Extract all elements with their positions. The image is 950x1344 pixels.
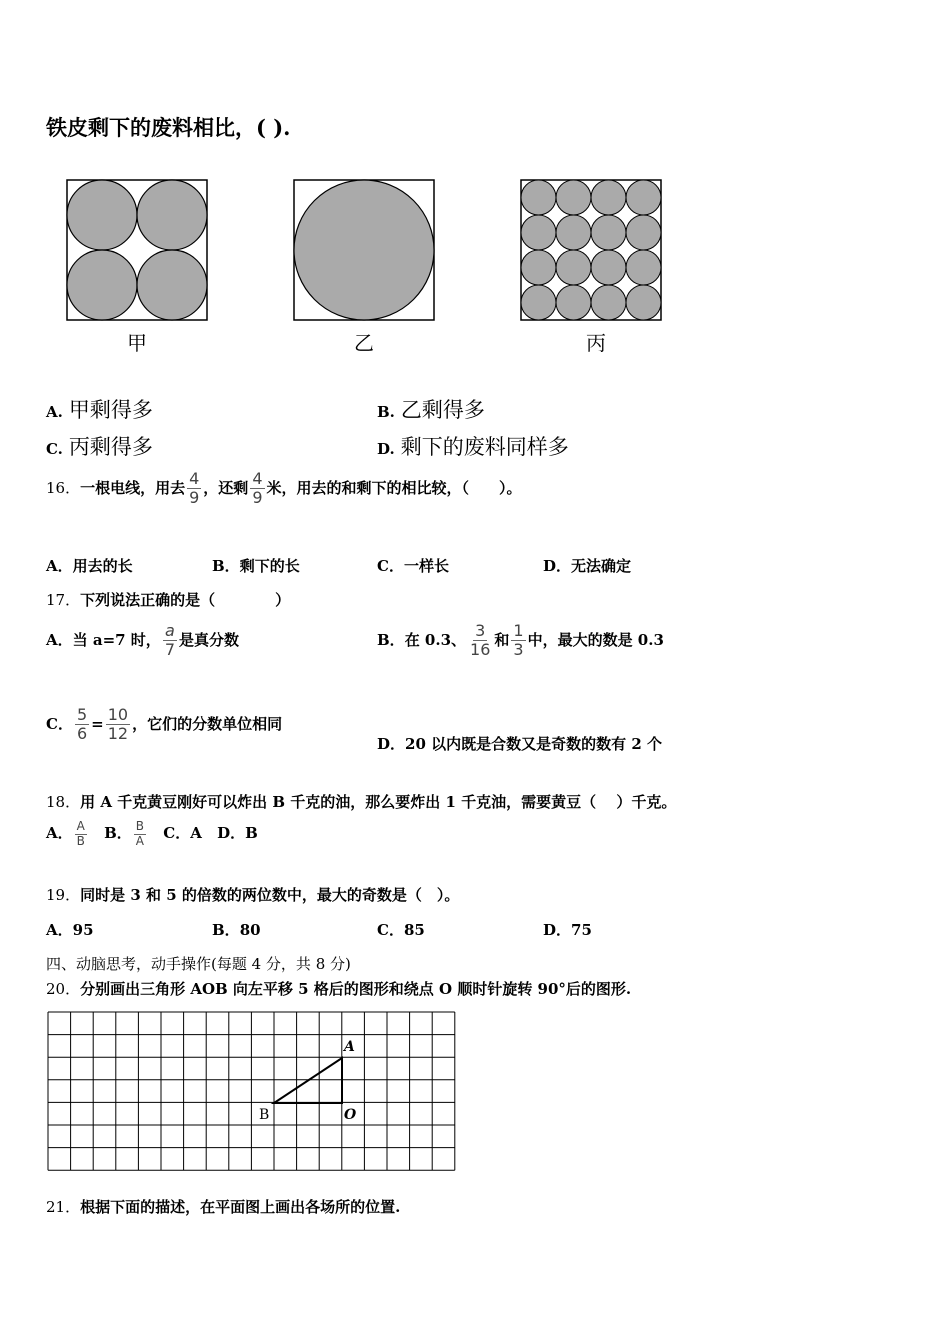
- fraction: $\frac{3}{16}$: [470, 621, 491, 660]
- option-letter: D.: [377, 440, 395, 458]
- q20-grid-figure: [46, 1010, 458, 1172]
- stem-text: 下列说法正确的是（ ）: [80, 591, 291, 609]
- q18-option-d[interactable]: D．B: [217, 824, 258, 843]
- q16-option-a[interactable]: A．用去的长: [46, 557, 133, 575]
- question-number: 21．: [46, 1198, 81, 1216]
- q18-option-a[interactable]: A． $\frac{A}{B}$: [46, 819, 85, 848]
- point-label-b: B: [259, 1107, 270, 1123]
- q19-stem: [46, 884, 459, 905]
- figure-label-jia: 甲: [127, 331, 147, 355]
- small-circle: [626, 285, 661, 320]
- q15-stem: 铁皮剩下的废料相比，( ).: [46, 115, 291, 140]
- q16-option-d[interactable]: D．无法确定: [543, 557, 632, 575]
- q17-option-d[interactable]: D．20 以内既是合数又是奇数的数有 2 个: [377, 735, 662, 753]
- option-text: 剩下的废料同样多: [400, 435, 569, 459]
- small-circle: [591, 180, 626, 215]
- q19-option-d[interactable]: D．75: [543, 921, 592, 939]
- stem-text: 一根电线，用去: [80, 478, 186, 497]
- small-circle: [626, 215, 661, 250]
- fraction: $\frac{4}{9}$: [252, 469, 263, 508]
- q16-option-c[interactable]: C．一样长: [377, 557, 449, 575]
- fraction: $\frac{a}{7}$: [164, 621, 175, 660]
- small-circle: [556, 250, 591, 285]
- q15-option-a[interactable]: [46, 394, 153, 424]
- q16-option-b[interactable]: B．剩下的长: [212, 557, 300, 575]
- point-label-o: O: [344, 1107, 357, 1123]
- q17-stem: [46, 589, 290, 610]
- stem-text: 同时是 3 和 5 的倍数的两位数中，最大的奇数是（ ）。: [80, 886, 460, 904]
- q19-option-b[interactable]: B．80: [212, 921, 261, 939]
- q17-option-b[interactable]: B．在 0.3、 $\frac{3}{16}$ 和 $\frac{1}{3}$ 中，最大的数是 0.3: [377, 621, 664, 660]
- question-number: 20．: [46, 980, 81, 998]
- q18-option-c[interactable]: C．A: [163, 824, 202, 843]
- question-number: 17．: [46, 591, 81, 609]
- q16-stem: [46, 470, 522, 508]
- section-title: 四、动脑思考，动手操作(每题 4 分，共 8 分): [46, 955, 351, 973]
- q18-option-b[interactable]: B． $\frac{B}{A}$: [104, 819, 145, 848]
- question-number: 19．: [46, 886, 81, 904]
- fraction: $\frac{A}{B}$: [76, 819, 85, 848]
- small-circle: [626, 250, 661, 285]
- option-text: 甲剩得多: [68, 398, 153, 422]
- q15-option-d[interactable]: [377, 431, 569, 461]
- q17-option-a[interactable]: A．当 a=7 时， $\frac{a}{7}$ 是真分数: [46, 621, 240, 660]
- figure-label-bing: 丙: [586, 331, 606, 355]
- stem-text: ，还剩: [203, 478, 249, 497]
- q15-figures: [60, 172, 680, 362]
- small-circle: [591, 215, 626, 250]
- option-text: 乙剩得多: [400, 398, 485, 422]
- fraction: $\frac{1}{3}$: [513, 621, 524, 660]
- option-letter: C.: [46, 440, 63, 458]
- fraction: $\frac{10}{12}$: [107, 705, 129, 744]
- q15-option-b[interactable]: [377, 394, 485, 424]
- question-number: 16．: [46, 478, 81, 497]
- small-circle: [521, 180, 556, 215]
- small-circle: [521, 285, 556, 320]
- stem-text: 根据下面的描述，在平面图上画出各场所的位置.: [80, 1198, 401, 1216]
- stem-text: 分别画出三角形 AOB 向左平移 5 格后的图形和绕点 O 顺时针旋转 90°后的图形.: [80, 980, 632, 998]
- point-label-a: A: [344, 1039, 355, 1055]
- stem-text: 米，用去的和剩下的相比较，（ ）。: [266, 478, 522, 497]
- question-number: 18．: [46, 793, 81, 811]
- figure-jia: [67, 180, 207, 320]
- figure-label-yi: 乙: [354, 331, 374, 355]
- small-circle: [591, 250, 626, 285]
- small-circle: [556, 180, 591, 215]
- q15-option-c[interactable]: [46, 431, 153, 461]
- figure-bing: [521, 180, 661, 320]
- fraction: $\frac{B}{A}$: [135, 819, 145, 848]
- q20-stem: [46, 978, 631, 999]
- small-circle: [556, 215, 591, 250]
- small-circle: [591, 285, 626, 320]
- option-letter: A.: [46, 403, 63, 421]
- option-text: 丙剩得多: [68, 435, 153, 459]
- q19-option-c[interactable]: C．85: [377, 921, 425, 939]
- triangle-aob: [274, 1058, 342, 1103]
- fraction: $\frac{4}{9}$: [189, 469, 200, 508]
- small-circle: [521, 250, 556, 285]
- fraction: $\frac{5}{6}$: [76, 705, 88, 744]
- q19-option-a[interactable]: A．95: [46, 921, 94, 939]
- small-circle: [626, 180, 661, 215]
- q17-option-c[interactable]: C． $\frac{5}{6}$ = $\frac{10}{12}$ ，它们的分数单位相同: [46, 705, 283, 744]
- small-circle: [521, 215, 556, 250]
- small-circle: [556, 285, 591, 320]
- figure-yi: [294, 180, 434, 320]
- option-letter: B.: [377, 403, 395, 421]
- q21-stem: [46, 1196, 400, 1217]
- q18-options: [46, 820, 258, 849]
- stem-text: 用 A 千克黄豆刚好可以炸出 B 千克的油，那么要炸出 1 千克油，需要黄豆（ ）千克。: [80, 793, 677, 811]
- q18-stem: [46, 791, 676, 812]
- grid: [48, 1012, 455, 1170]
